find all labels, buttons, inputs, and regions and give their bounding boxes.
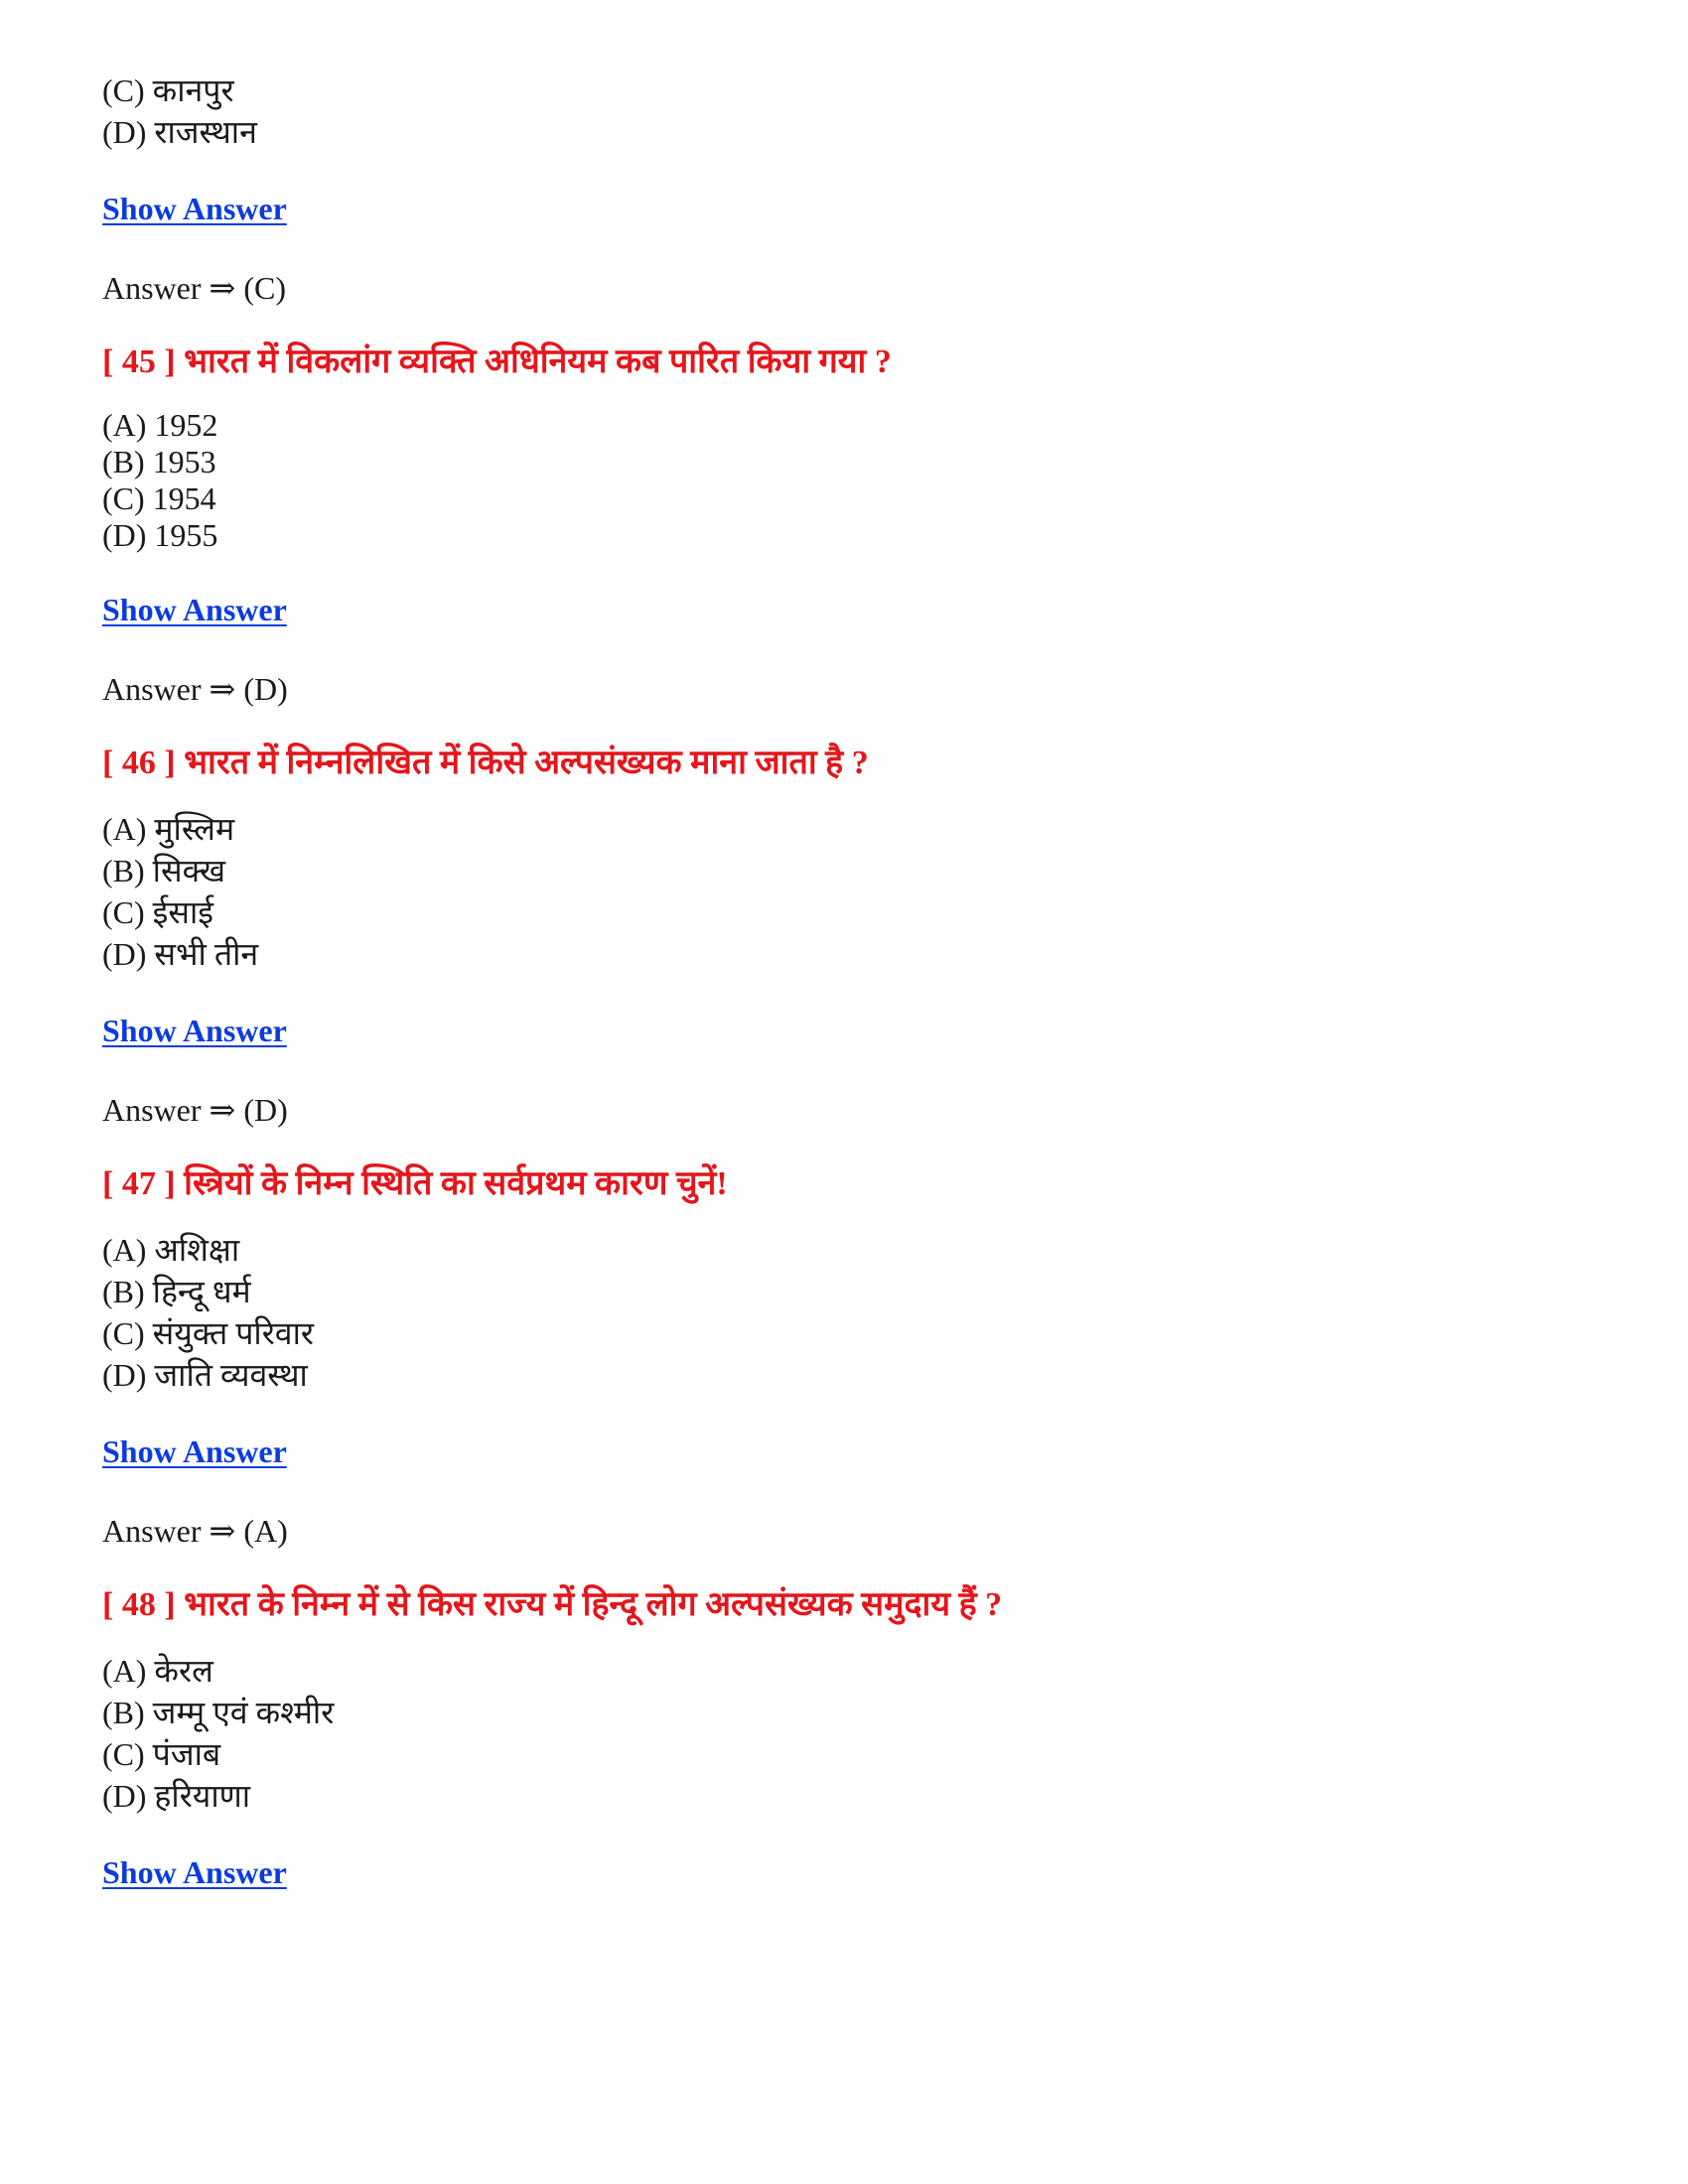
option-d: (D) 1955 xyxy=(102,517,218,553)
option-a: (A) अशिक्षा xyxy=(102,1232,240,1268)
carryover-options xyxy=(102,69,1592,153)
option-a: (A) 1952 xyxy=(102,407,218,443)
option-c: (C) संयुक्त परिवार xyxy=(102,1315,314,1351)
option-c: (C) पंजाब xyxy=(102,1736,221,1772)
options-list xyxy=(102,808,1592,975)
options-list xyxy=(102,1229,1592,1396)
option-b: (B) 1953 xyxy=(102,444,216,479)
option-d: (D) राजस्थान xyxy=(102,114,257,150)
answer-text: Answer ⇒ (D) xyxy=(102,1092,288,1128)
show-answer-link[interactable]: Show Answer xyxy=(102,191,287,226)
answer-text: Answer ⇒ (D) xyxy=(102,671,288,707)
show-answer-link[interactable]: Show Answer xyxy=(102,1013,287,1048)
question-title: [ 45 ] भारत में विकलांग व्यक्ति अधिनियम कब पारित किया गया ? xyxy=(102,343,892,380)
option-a: (A) मुस्लिम xyxy=(102,811,235,847)
quiz-content xyxy=(102,69,1592,1892)
option-a: (A) केरल xyxy=(102,1653,213,1689)
options-list xyxy=(102,407,1592,554)
option-b: (B) हिन्दू धर्म xyxy=(102,1274,251,1309)
option-d: (D) हरियाणा xyxy=(102,1778,251,1814)
question-title: [ 46 ] भारत में निम्नलिखित में किसे अल्पसंख्यक माना जाता है ? xyxy=(102,745,869,781)
show-answer-link[interactable]: Show Answer xyxy=(102,592,287,627)
question-title: [ 48 ] भारत के निम्न में से किस राज्य में हिन्दू लोग अल्पसंख्यक समुदाय हैं ? xyxy=(102,1586,1003,1623)
show-answer-link[interactable]: Show Answer xyxy=(102,1854,287,1890)
option-c: (C) कानपुर xyxy=(102,72,234,108)
option-d: (D) जाति व्यवस्था xyxy=(102,1357,308,1393)
option-b: (B) सिक्ख xyxy=(102,853,226,888)
option-c: (C) 1954 xyxy=(102,480,216,516)
question-title: [ 47 ] स्त्रियों के निम्न स्थिति का सर्वप्रथम कारण चुनें! xyxy=(102,1165,728,1202)
option-c: (C) ईसाई xyxy=(102,894,214,930)
answer-text: Answer ⇒ (A) xyxy=(102,1513,288,1549)
option-d: (D) सभी तीन xyxy=(102,936,259,972)
show-answer-link[interactable]: Show Answer xyxy=(102,1433,287,1469)
answer-text: Answer ⇒ (C) xyxy=(102,270,286,306)
options-list xyxy=(102,1650,1592,1817)
option-b: (B) जम्मू एवं कश्मीर xyxy=(102,1695,335,1730)
